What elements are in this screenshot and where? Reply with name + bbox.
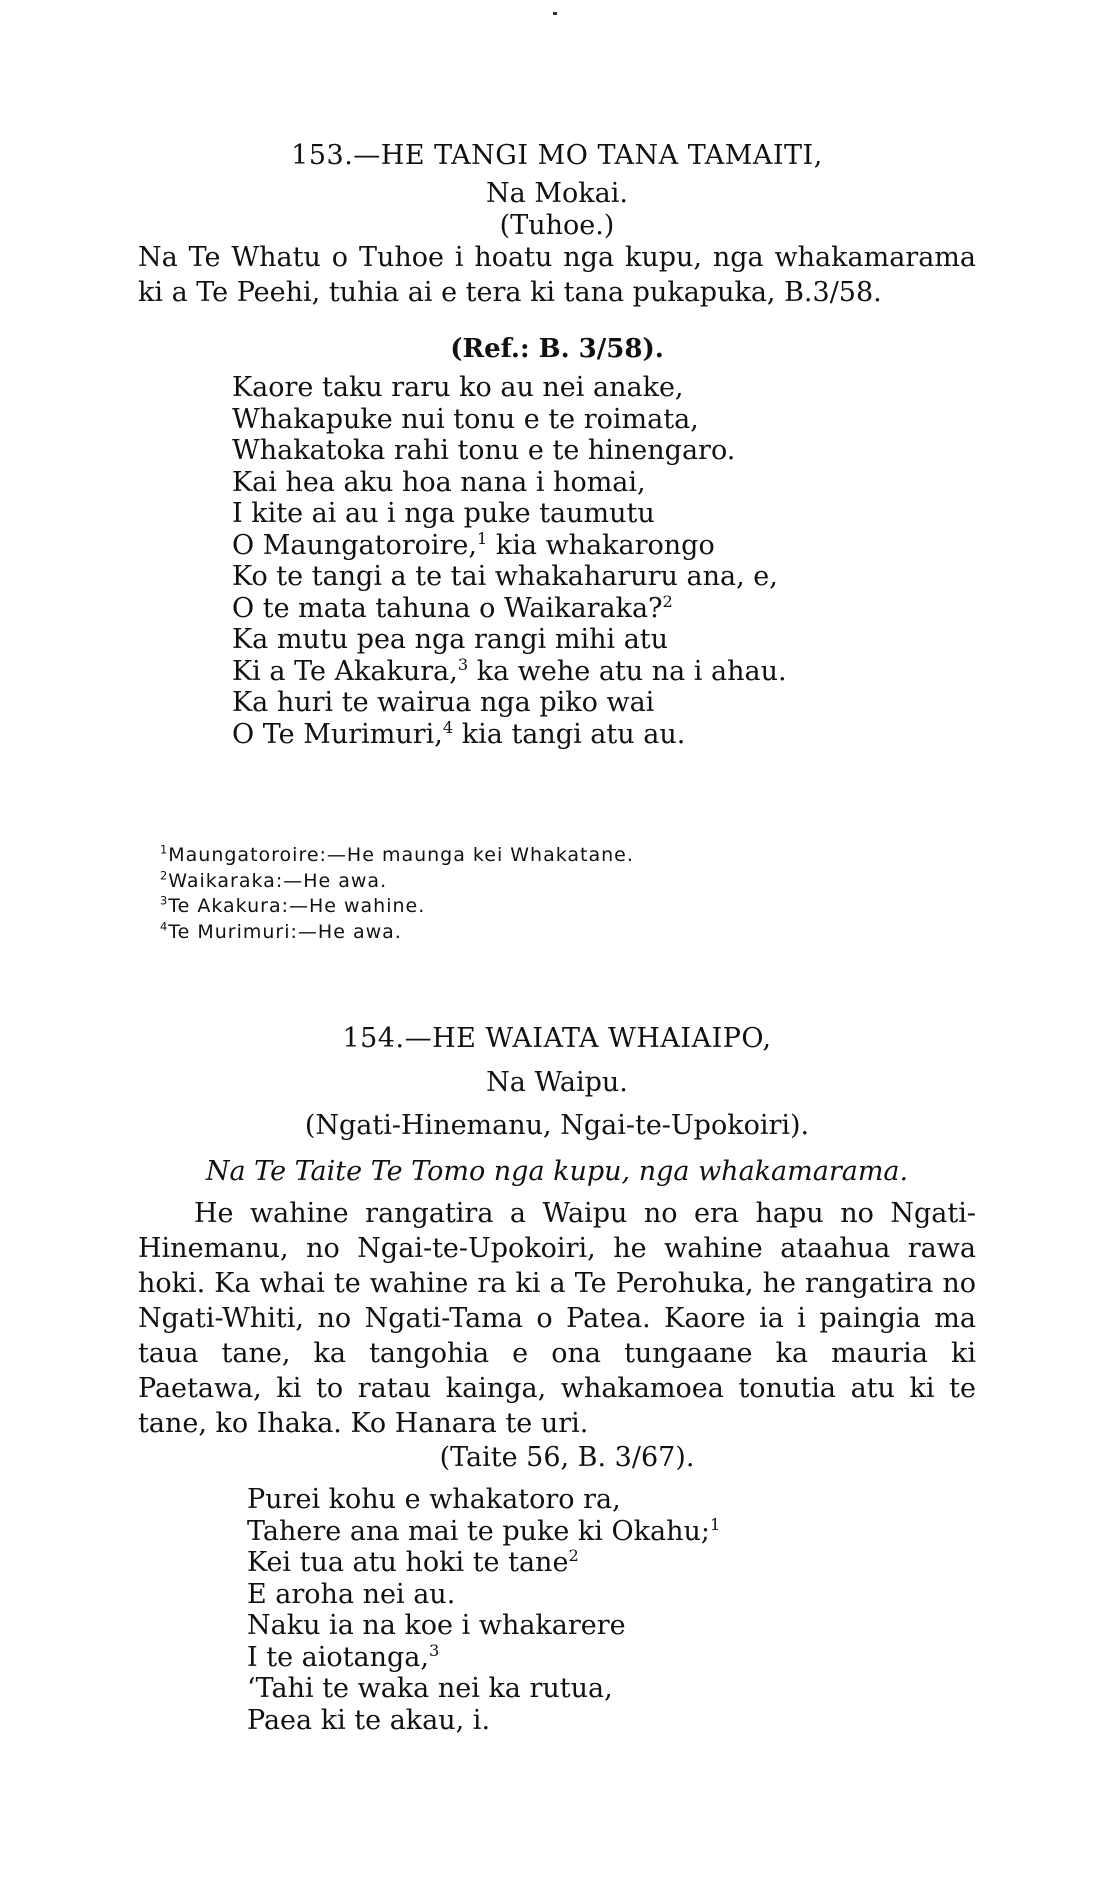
verse-line: Whakatoka rahi tonu e te hinengaro. xyxy=(232,435,736,466)
footnote-ref: 2 xyxy=(662,591,673,611)
print-mark xyxy=(553,12,557,15)
footnote: $^1$Maungatoroire:—He maunga kei Whakatane. xyxy=(160,842,634,866)
verse-line: O Maungatoroire,$^1$ kia whakarongo xyxy=(232,528,715,561)
song-153-intro: Na Te Whatu o Tuhoe i hoatu nga kupu, nga whakamarama ki a Te Peehi, tuhia ai e tera ki tana pukapuka, B.3/58. xyxy=(138,242,976,308)
song-154-intro: He wahine rangatira a Waipu no era hapu no Ngati-Hinemanu, no Ngai-te-Upokoiri, he wahine ataahua rawa hoki. Ka whai te wahine ra ki a Te Perohuka, he rangatira no Ngati-Whiti, no Ngati-Tama o Patea. Kaore ia i paingia ma taua tane, ka tangohia e ona tungaane ka mauria ki Paetawa, ki to ratau kainga, whakamoea tonutia atu ki te tane, ko Ihaka. Ko Hanara te uri. xyxy=(138,1198,976,1439)
footnote-ref: 3 xyxy=(428,1640,440,1660)
footnote: $^3$Te Akakura:—He wahine. xyxy=(160,893,426,917)
song-153-title: 153.—HE TANGI MO TANA TAMAITI, xyxy=(291,140,823,171)
verse-line: Kai hea aku hoa nana i homai, xyxy=(232,466,646,498)
verse-line: Paea ki te akau, i. xyxy=(247,1704,491,1736)
footnote-ref: 2 xyxy=(568,1546,579,1565)
song-153-tribe: (Tuhoe.) xyxy=(499,210,615,241)
song-154-credit: Na Te Taite Te Tomo nga kupu, nga whakamarama. xyxy=(205,1156,909,1187)
song-154-author: Na Waipu. xyxy=(486,1067,628,1098)
song-154-ref: (Taite 56, B. 3/67). xyxy=(439,1442,695,1473)
verse-line: ‘Tahi te waka nei ka rutua, xyxy=(247,1673,613,1704)
song-153-ref: (Ref.: B. 3/58). xyxy=(450,334,664,364)
song-153-author: Na Mokai. xyxy=(486,178,628,209)
verse-line: E aroha nei au. xyxy=(247,1578,456,1610)
song-154-verse xyxy=(247,1484,720,1736)
verse-line: Ki a Te Akakura,$^3$ ka wehe atu na i ahau. xyxy=(232,654,787,687)
verse-line: I te aiotanga,$^3$ xyxy=(247,1640,440,1673)
song-153-verse xyxy=(232,372,787,750)
footnote: $^2$Waikaraka:—He awa. xyxy=(160,868,388,892)
verse-line: Ka huri te wairua nga piko wai xyxy=(232,687,655,718)
song-153-footnotes xyxy=(160,843,634,945)
verse-line: I kite ai au i nga puke taumutu xyxy=(232,498,655,529)
footnote-ref: 4 xyxy=(442,717,454,737)
verse-line: Kei tua atu hoki te tane$^2$ xyxy=(247,1546,579,1578)
footnote: $^4$Te Murimuri:—He awa. xyxy=(160,919,402,943)
verse-line: Whakapuke nui tonu e te roimata, xyxy=(232,403,699,435)
song-154-tribe: (Ngati-Hinemanu, Ngai-te-Upokoiri). xyxy=(304,1110,810,1141)
footnote-ref: 1 xyxy=(709,1514,721,1534)
footnote-ref: 1 xyxy=(477,528,488,548)
footnote-ref: 3 xyxy=(457,654,469,674)
verse-line: Tahere ana mai te puke ki Okahu;$^1$ xyxy=(247,1514,721,1547)
verse-line: Ka mutu pea nga rangi mihi atu xyxy=(232,624,669,655)
verse-line: Kaore taku raru ko au nei anake, xyxy=(232,372,684,403)
verse-line: Purei kohu e whakatoro ra, xyxy=(247,1484,621,1515)
verse-line: O Te Murimuri,$^4$ kia tangi atu au. xyxy=(232,717,686,750)
song-154-title: 154.—HE WAIATA WHAIAIPO, xyxy=(342,1023,772,1054)
verse-line: Ko te tangi a te tai whakaharuru ana, e, xyxy=(232,561,778,592)
verse-line: Naku ia na koe i whakarere xyxy=(247,1610,626,1641)
verse-line: O te mata tahuna o Waikaraka?$^2$ xyxy=(232,591,673,624)
